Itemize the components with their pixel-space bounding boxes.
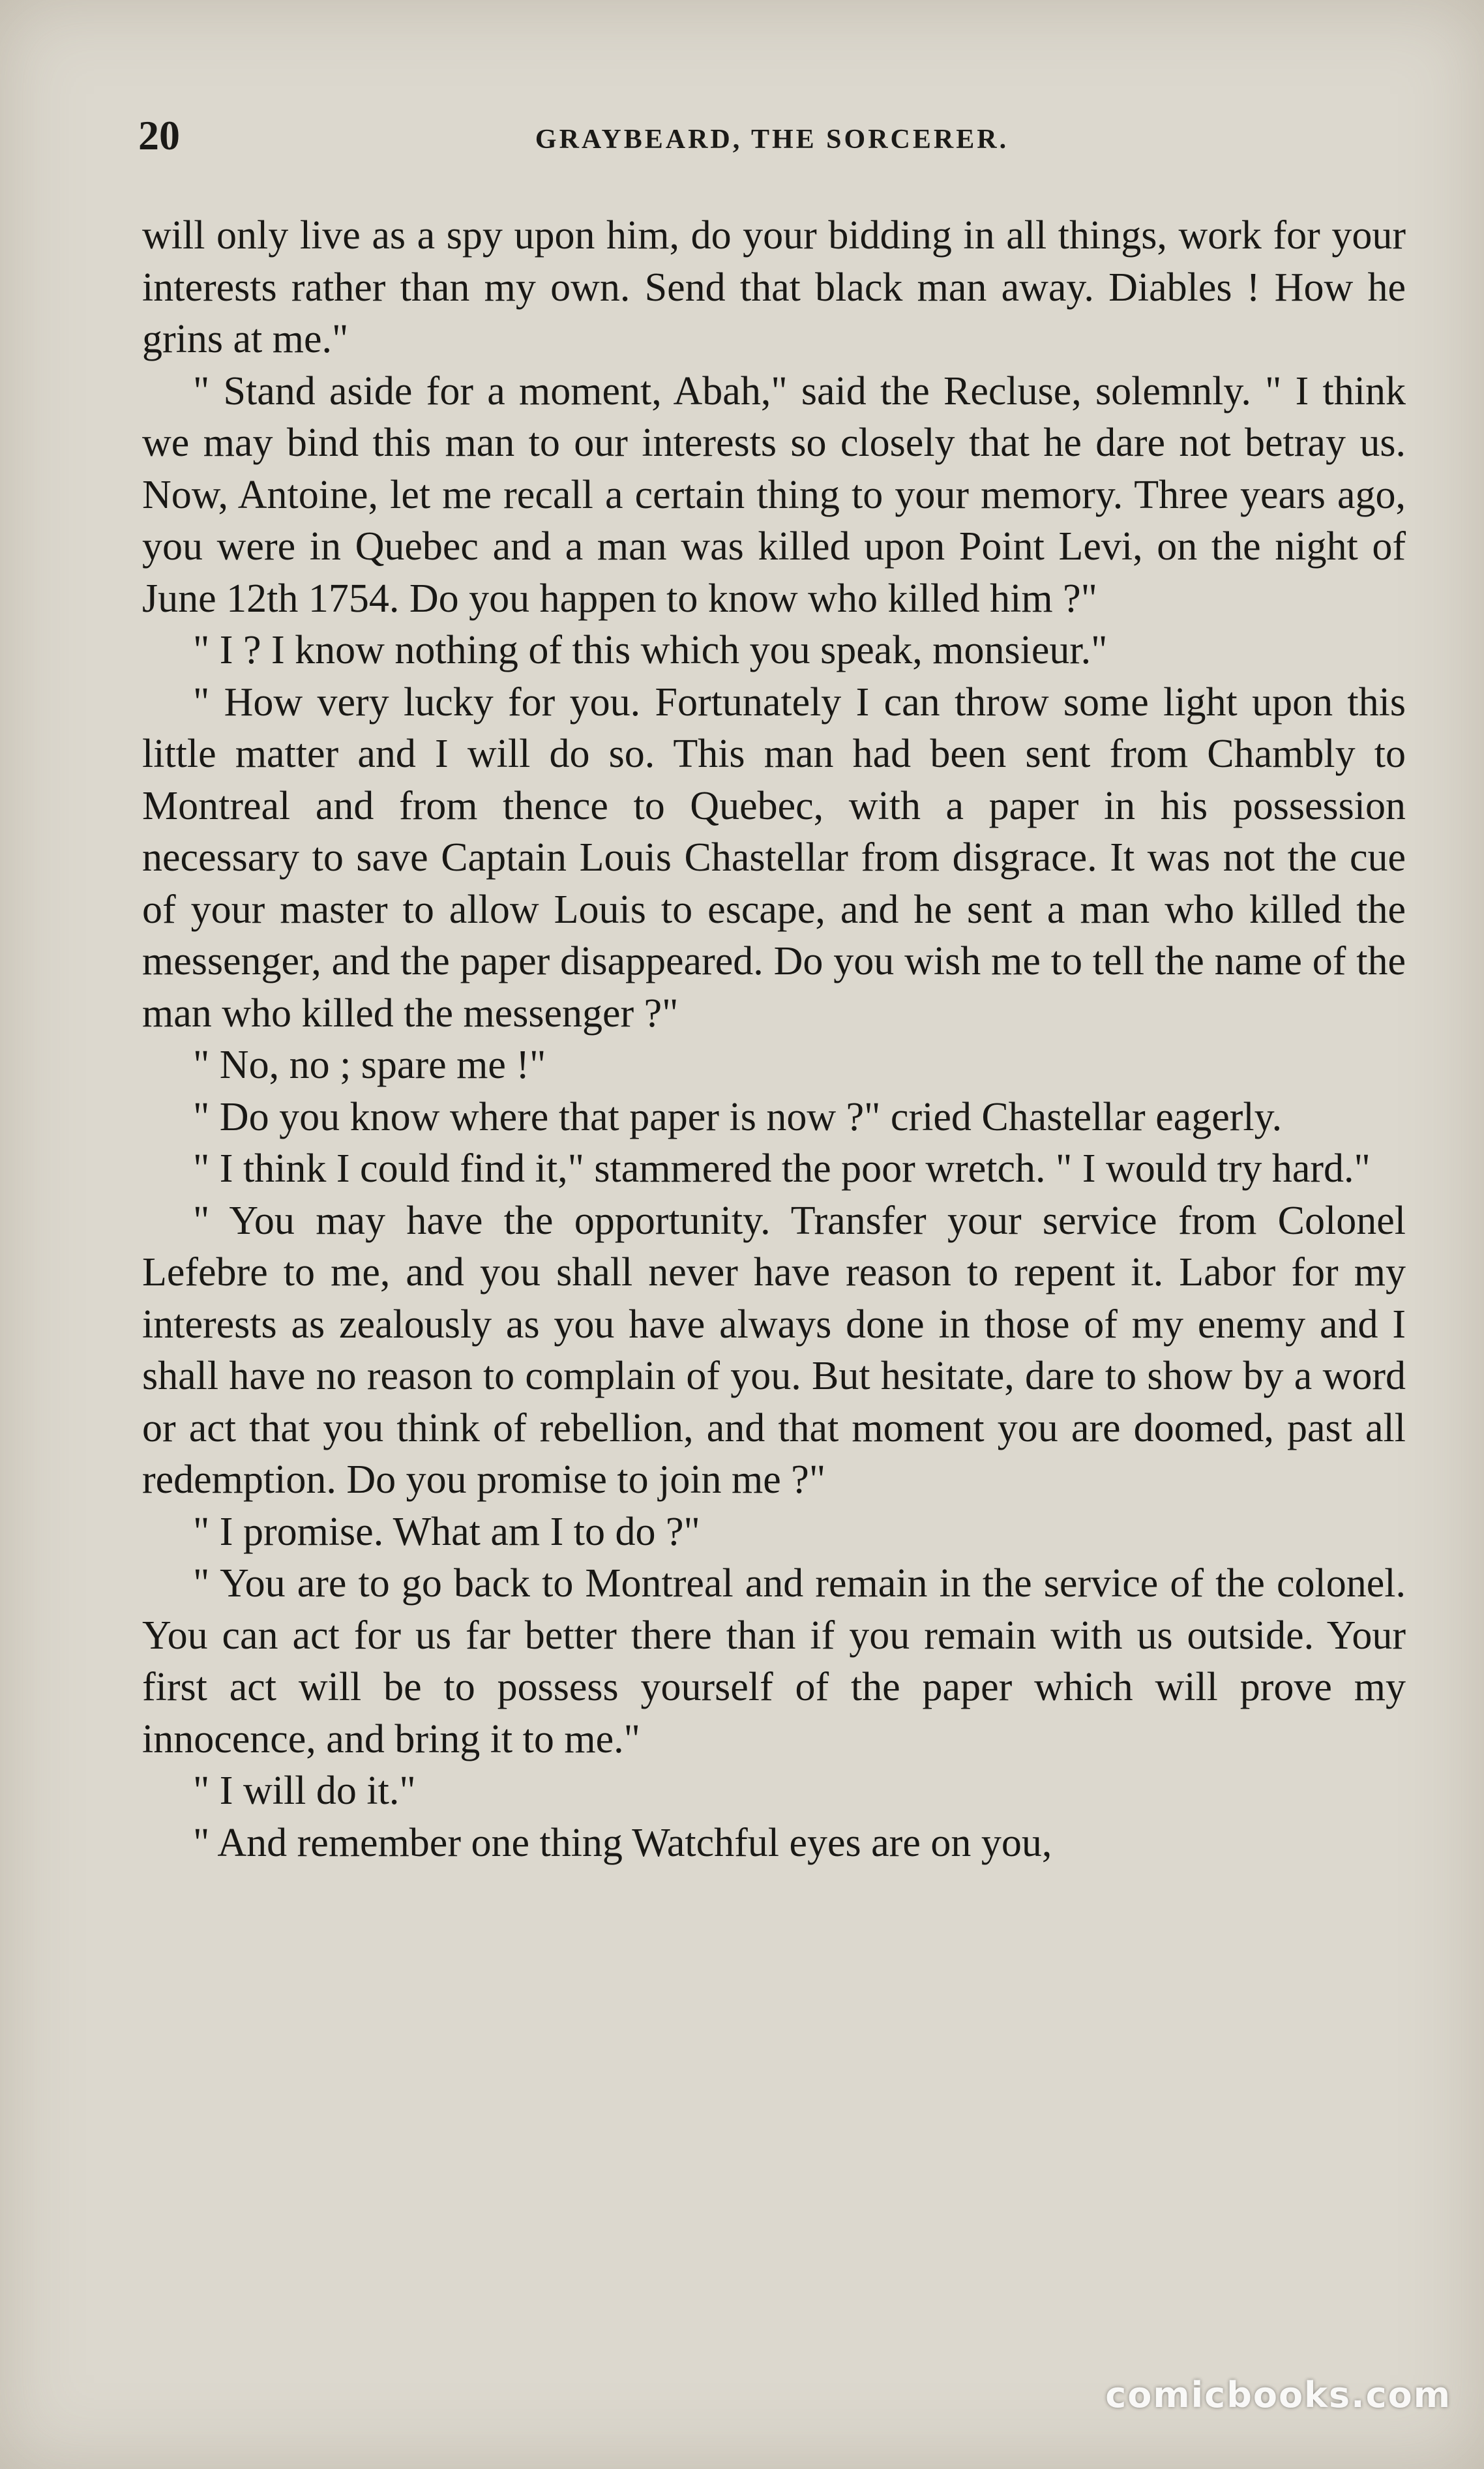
- paragraph: " I think I could find it," stammered the poor wretch. " I would try hard.": [193, 1146, 1371, 1191]
- paragraph: " Do you know where that paper is now ?" cried Chastellar eagerly.: [193, 1094, 1283, 1139]
- watermark: comicbooks.com: [1105, 2374, 1451, 2416]
- paragraph: " I ? I know nothing of this which you speak, monsieur.": [193, 628, 1108, 672]
- body-text: [142, 210, 1406, 1869]
- paragraph: " I will do it.": [193, 1769, 416, 1813]
- paragraph: " You are to go back to Montreal and remain in the service of the colonel. You can act for us far better there than if you remain with us outside. Your first act will be to possess yourself of the paper which will prove my innocence, and bring it to me.": [142, 1561, 1406, 1761]
- paragraph: " No, no ; spare me !": [193, 1043, 546, 1087]
- paragraph: " I promise. What am I to do ?": [193, 1509, 700, 1554]
- paragraph: " How very lucky for you. Fortunately I can throw some light upon this little matter and I will do so. This man had been sent from Chambly to Montreal and from thence to Quebec, with a paper in his possession necessary to save Captain Louis Chastellar from disgrace. It was not the cue of your master to allow Louis to escape, and he sent a man who killed the messenger, and the paper disappeared. Do you wish me to tell the name of the man who killed the messenger ?": [142, 680, 1406, 1036]
- page-header: [138, 110, 1406, 162]
- paragraph: " You may have the opportunity. Transfer your service from Colonel Lefebre to me, and you shall never have reason to repent it. Labor for my interests as zealously as you have always done in those of my enemy and I shall have no reason to complain of you. But hesitate, dare to show by a word or act that you think of rebellion, and that moment you are doomed, past all redemption. Do you promise to join me ?": [142, 1198, 1406, 1502]
- paragraph: " And remember one thing Watchful eyes are on you,: [193, 1820, 1052, 1865]
- running-head: GRAYBEARD, THE SORCERER.: [535, 125, 1009, 155]
- paragraph: will only live as a spy upon him, do your bidding in all things, work for your interests rather than my own. Send that black man away. Diables ! How he grins at me.": [142, 213, 1406, 361]
- paragraph: " Stand aside for a moment, Abah," said the Recluse, solemnly. " I think we may bind this man to our interests so closely that he dare not betray us. Now, Antoine, let me recall a certain thing to your memory. Three years ago, you were in Quebec and a man was killed upon Point Levi, on the night of June 12th 1754. Do you happen to know who killed him ?": [142, 368, 1406, 621]
- page-number: 20: [138, 112, 180, 158]
